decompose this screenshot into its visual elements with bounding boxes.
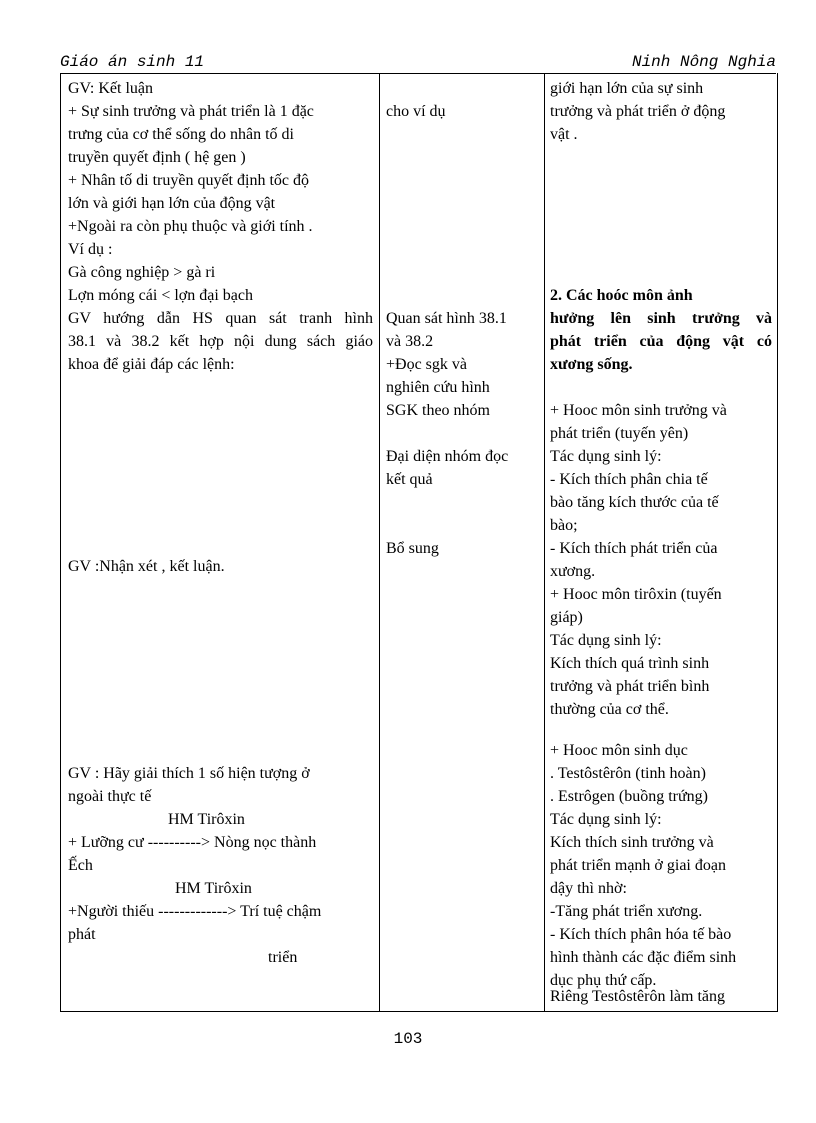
content-line: trưởng và phát triển bình: [550, 678, 710, 695]
student-line: +Đọc sgk và: [386, 356, 468, 373]
student-line: Bổ sung: [386, 540, 439, 557]
content-line: . Estrôgen (buồng trứng): [550, 788, 708, 805]
content-line: phát triển mạnh ở giai đoạn: [550, 857, 726, 874]
teacher-line: Gà công nghiệp > gà ri: [68, 264, 216, 281]
student-line: Quan sát hình 38.1: [386, 310, 507, 327]
teacher-line: + Nhân tố di truyền quyết định tốc độ: [68, 172, 309, 189]
teacher-line: ngoài thực tế: [68, 788, 152, 805]
content-line: - Kích thích phát triển của: [550, 540, 718, 557]
teacher-line: lớn và giới hạn lớn của động vật: [68, 195, 276, 212]
content-line: trưởng và phát triển ở động: [550, 103, 726, 120]
teacher-line: GV :Nhận xét , kết luận.: [68, 558, 225, 575]
hormone-label: HM Tirôxin: [168, 811, 245, 828]
content-line: . Testôstêrôn (tinh hoàn): [550, 765, 706, 782]
teacher-line: phát: [68, 926, 96, 943]
teacher-line: 38.1 và 38.2 kết hợp nội dung sách giáo: [68, 333, 373, 350]
teacher-line: Ếch: [68, 857, 93, 874]
content-line: thường của cơ thể.: [550, 701, 669, 718]
student-line: và 38.2: [386, 333, 434, 350]
teacher-line: + Lưỡng cư ----------> Nòng nọc thành: [68, 834, 317, 851]
content-line: bào;: [550, 517, 578, 534]
header-title: Giáo án sinh 11: [60, 53, 205, 71]
content-line: xương.: [550, 563, 596, 580]
teacher-line: trưng của cơ thể sống do nhân tố di: [68, 126, 294, 143]
content-line: Tác dụng sinh lý:: [550, 811, 662, 828]
teacher-line: + Sự sinh trưởng và phát triển là 1 đặc: [68, 103, 314, 120]
teacher-line: truyền quyết định ( hệ gen ): [68, 149, 246, 166]
content-line: bào tăng kích thước của tế: [550, 494, 719, 511]
content-line: Riêng Testôstêrôn làm tăng: [550, 988, 725, 1005]
teacher-line: khoa để giải đáp các lệnh:: [68, 356, 235, 373]
content-line: Kích thích quá trình sinh: [550, 655, 710, 672]
teacher-line: Lợn móng cái < lợn đại bạch: [68, 287, 254, 304]
content-line: Tác dụng sinh lý:: [550, 632, 662, 649]
content-line: Tác dụng sinh lý:: [550, 448, 662, 465]
content-line: dậy thì nhờ:: [550, 880, 627, 897]
teacher-line: triển: [268, 949, 298, 966]
content-line: vật .: [550, 126, 578, 143]
header-author: Ninh Nông Nghia: [631, 53, 776, 71]
content-line: phát triển (tuyến yên): [550, 425, 689, 442]
student-line: nghiên cứu hình: [386, 379, 490, 396]
page-header: [60, 51, 776, 74]
teacher-line: Ví dụ :: [68, 241, 113, 258]
content-line: Kích thích sinh trưởng và: [550, 834, 714, 851]
content-line: - Kích thích phân hóa tế bào: [550, 926, 732, 943]
content-line: dục phụ thứ cấp.: [550, 972, 657, 989]
teacher-line: +Người thiếu -------------> Trí tuệ chậm: [68, 903, 322, 920]
teacher-line: +Ngoài ra còn phụ thuộc và giới tính .: [68, 218, 313, 235]
content-line: hình thành các đặc điểm sinh: [550, 949, 737, 966]
teacher-line: GV: Kết luận: [68, 80, 154, 97]
teacher-line: GV hướng dẫn HS quan sát tranh hình: [68, 310, 373, 327]
content-line: giáp): [550, 609, 583, 626]
student-line: Đại diện nhóm đọc: [386, 448, 509, 465]
student-line: cho ví dụ: [386, 103, 446, 120]
content-line: + Hooc môn sinh dục: [550, 742, 688, 759]
column-divider-1: [379, 73, 380, 1011]
student-line: SGK theo nhóm: [386, 402, 490, 419]
hormone-label: HM Tirôxin: [175, 880, 252, 897]
student-line: kết quả: [386, 471, 433, 488]
section-heading: phát triển của động vật có: [550, 333, 772, 350]
section-heading: xương sống.: [550, 356, 633, 373]
column-divider-2: [544, 73, 545, 1011]
content-line: - Kích thích phân chia tế: [550, 471, 708, 488]
content-line: -Tăng phát triển xương.: [550, 903, 703, 920]
content-line: giới hạn lớn của sự sinh: [550, 80, 704, 97]
page-number: 103: [393, 1030, 423, 1048]
teacher-line: GV : Hãy giải thích 1 số hiện tượng ở: [68, 765, 310, 782]
section-heading: 2. Các hoóc môn ảnh: [550, 287, 693, 304]
content-line: + Hooc môn sinh trưởng và: [550, 402, 727, 419]
content-line: + Hooc môn tirôxin (tuyến: [550, 586, 722, 603]
section-heading: hưởng lên sinh trưởng và: [550, 310, 772, 327]
lesson-table: [60, 73, 778, 1012]
